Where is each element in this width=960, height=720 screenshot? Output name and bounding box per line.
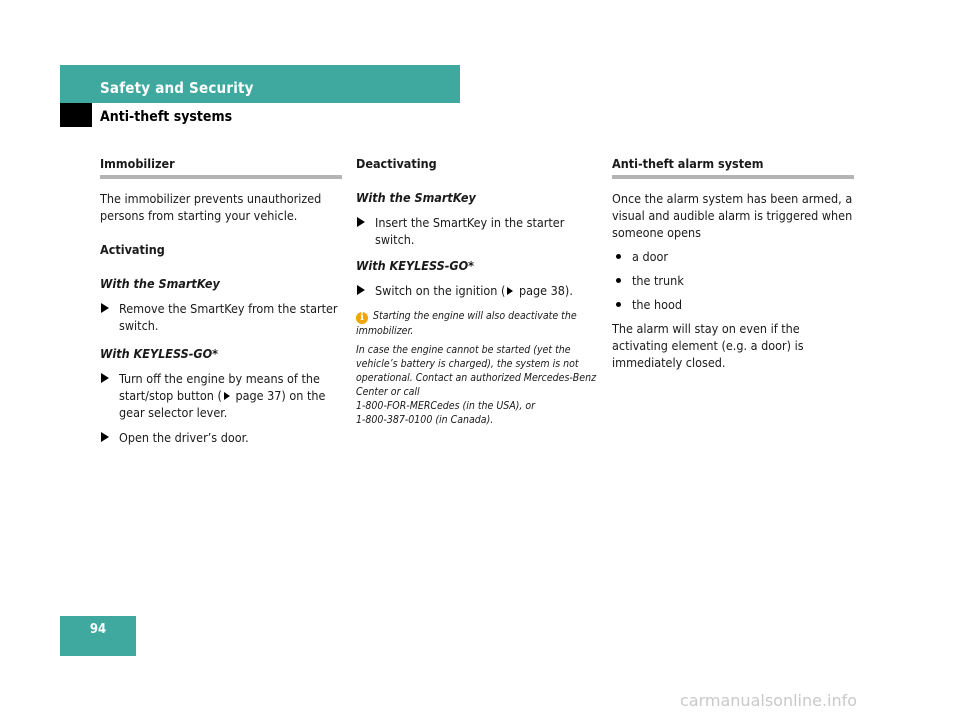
alarm-outro: The alarm will stay on even if the activating element (e.g. a door) is immediately closed. bbox=[612, 321, 804, 370]
black-tab-marker bbox=[60, 103, 92, 127]
note-phone-usa: 1-800-FOR-MERCedes (in the USA), or bbox=[356, 400, 536, 412]
page-number: 94 bbox=[89, 622, 107, 637]
activating-smartkey-heading: With the SmartKey bbox=[100, 276, 220, 291]
info-note bbox=[356, 309, 598, 338]
deactivating-keyless-step bbox=[356, 282, 598, 299]
activating-smartkey-step bbox=[100, 300, 342, 334]
bullet-icon bbox=[616, 302, 621, 307]
heading-rule bbox=[612, 175, 854, 179]
activating-keyless-step-1 bbox=[100, 370, 342, 421]
page-reference-icon bbox=[507, 287, 513, 295]
subsection-title: Anti-theft systems bbox=[100, 109, 233, 125]
activating-keyless-step-2 bbox=[100, 429, 342, 446]
activating-keyless-heading: With KEYLESS-GO* bbox=[100, 346, 219, 361]
list-item-text: the hood bbox=[632, 297, 683, 312]
step-text: Open the driver’s door. bbox=[119, 430, 249, 445]
info-icon: i bbox=[356, 312, 368, 324]
watermark-text: carmanualsonline.info bbox=[680, 691, 858, 710]
page-number-box bbox=[60, 616, 136, 656]
deactivating-smartkey-step bbox=[356, 214, 598, 248]
note-phone-canada: 1-800-387-0100 (in Canada). bbox=[356, 414, 494, 426]
note-text: Starting the engine will also deactivate the immobilizer. bbox=[356, 310, 577, 337]
bullet-icon bbox=[616, 254, 621, 259]
step-text: page 38). bbox=[515, 283, 573, 298]
activating-heading: Activating bbox=[100, 242, 165, 257]
alarm-intro: Once the alarm system has been armed, a visual and audible alarm is triggered when someone opens bbox=[612, 191, 853, 240]
deactivating-smartkey-heading: With the SmartKey bbox=[356, 190, 476, 205]
step-arrow-icon bbox=[101, 303, 109, 313]
step-arrow-icon bbox=[101, 432, 109, 442]
step-text: Insert the SmartKey in the starter switch. bbox=[375, 215, 565, 247]
alarm-heading: Anti-theft alarm system bbox=[612, 156, 764, 171]
step-text: page 37) on the gear selector lever. bbox=[119, 388, 326, 420]
list-item-text: the trunk bbox=[632, 273, 684, 288]
heading-rule bbox=[100, 175, 342, 179]
deactivating-keyless-heading: With KEYLESS-GO* bbox=[356, 258, 475, 273]
list-item bbox=[612, 272, 854, 289]
column-immobilizer bbox=[100, 155, 342, 446]
step-text: Switch on the ignition ( bbox=[375, 283, 506, 298]
section-header-band bbox=[60, 65, 460, 103]
section-title: Safety and Security bbox=[100, 79, 254, 97]
note-paragraph: In case the engine cannot be started (yet the vehicle’s battery is charged), the system is not operational. Contact an authorized Mercedes-Benz Center or call bbox=[356, 344, 597, 398]
bullet-icon bbox=[616, 278, 621, 283]
immobilizer-heading: Immobilizer bbox=[100, 156, 175, 171]
immobilizer-intro: The immobilizer prevents unauthorized persons from starting your vehicle. bbox=[100, 191, 322, 223]
step-text: Turn off the engine by means of the start/stop button ( bbox=[119, 371, 320, 403]
step-text: Remove the SmartKey from the starter switch. bbox=[119, 301, 338, 333]
list-item bbox=[612, 248, 854, 265]
page-reference-icon bbox=[224, 392, 230, 400]
step-arrow-icon bbox=[357, 285, 365, 295]
column-deactivating bbox=[356, 155, 598, 427]
list-item-text: a door bbox=[632, 249, 668, 264]
step-arrow-icon bbox=[357, 217, 365, 227]
list-item bbox=[612, 296, 854, 313]
deactivating-heading: Deactivating bbox=[356, 156, 437, 171]
column-alarm bbox=[612, 155, 854, 371]
step-arrow-icon bbox=[101, 373, 109, 383]
